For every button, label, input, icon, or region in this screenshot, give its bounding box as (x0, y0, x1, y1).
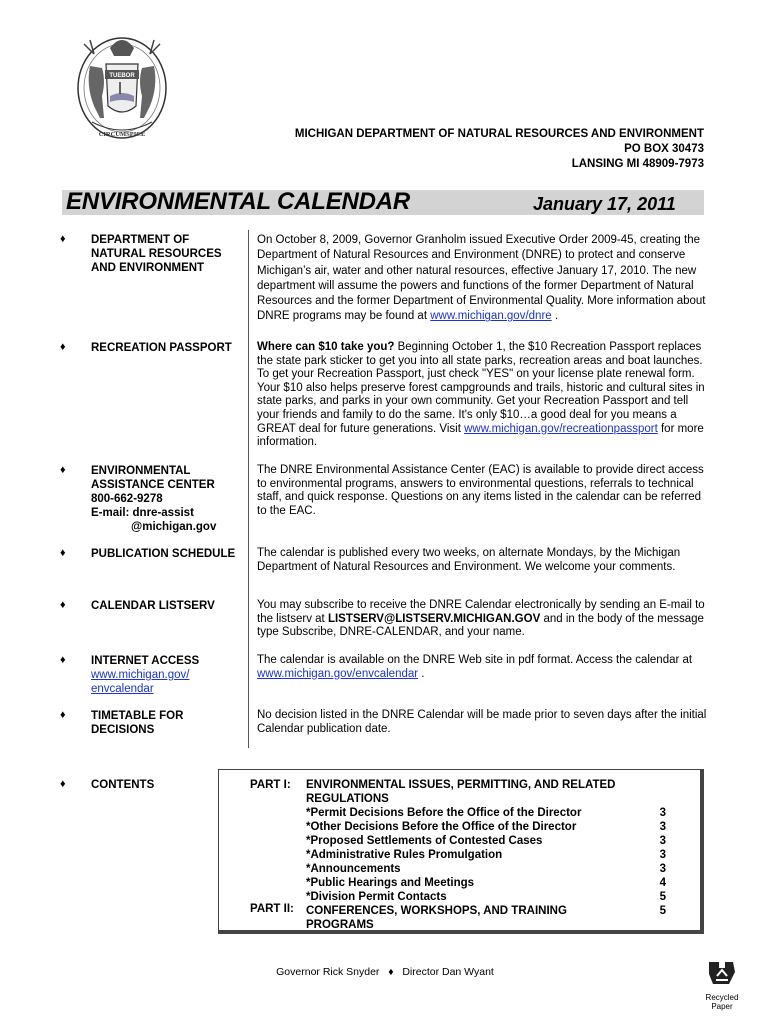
body-line: Department of Natural Resources and Environment (DNRE) to protect and conserve (257, 249, 686, 262)
body-text: . (551, 310, 559, 323)
contents-list (306, 778, 666, 932)
agency-address (210, 127, 704, 172)
label-line: TIMETABLE FOR (91, 710, 184, 722)
part-1-title: REGULATIONS (306, 793, 389, 805)
part-2-title: CONFERENCES, WORKSHOPS, AND TRAINING (306, 905, 567, 917)
body-text: DNRE programs may be found at (257, 310, 431, 323)
recycle-label: Recycled (705, 993, 739, 1002)
seal-bottom-text: CIRCUMSPICE (98, 131, 146, 138)
label-line: DECISIONS (91, 724, 155, 736)
calendar-listserv-label: CALENDAR LISTSERV (91, 600, 215, 612)
body-line: To get your Recreation Passport, just check "YES" on your license plate renewal form. (257, 368, 695, 381)
body-bold: Where can $10 take you? (257, 341, 395, 353)
part-1-label: PART I: (250, 779, 291, 791)
part-2-label: PART II: (250, 903, 294, 915)
label-line: @michigan.gov (131, 521, 217, 533)
dnre-link[interactable]: www.michigan.gov/dnre (430, 310, 552, 323)
body-line (257, 668, 707, 682)
contents-label: CONTENTS (91, 779, 155, 791)
publication-schedule-body (257, 547, 707, 574)
body-line: Your $10 also helps preserve forest campgrounds and trails, historic and cultural sites in (257, 381, 705, 394)
body-text: the listserv at (257, 612, 328, 625)
label-line: NATURAL RESOURCES (91, 248, 222, 260)
contents-item-page: 5 (659, 905, 666, 917)
body-line: information. (257, 436, 318, 449)
contents-item-page: 3 (659, 849, 666, 861)
contents-item-text: *Public Hearings and Meetings (306, 877, 475, 889)
issue-date: January 17, 2011 (533, 194, 676, 214)
contents-item[interactable] (306, 904, 666, 918)
body-line: Resources and the former Department of Environmental Quality. More information about (257, 295, 706, 308)
eac-label (91, 464, 216, 534)
body-text: . (418, 667, 425, 680)
body-line: Department of Natural Resources and Environment. We welcome your comments. (257, 560, 676, 573)
agency-name: MICHIGAN DEPARTMENT OF NATURAL RESOURCES AND ENVIRONMENT (294, 128, 704, 140)
eac-body (257, 464, 707, 518)
contents-item[interactable] (306, 890, 666, 904)
contents-item-page: 3 (659, 835, 666, 847)
michigan-state-seal-icon (72, 26, 172, 144)
contents-item-text: *Administrative Rules Promulgation (306, 849, 503, 861)
label-line: E-mail: dnre-assist (91, 507, 194, 519)
footer-separator: ♦ (388, 966, 394, 978)
listserv-address: LISTSERV@LISTSERV.MICHIGAN.GOV (327, 612, 541, 625)
contents-item-text: *Proposed Settlements of Contested Cases (306, 835, 543, 847)
body-line: type Subscribe, DNRE-CALENDAR, and your name. (257, 626, 525, 639)
contents-item[interactable] (306, 806, 666, 820)
timetable-label (91, 709, 183, 737)
label-line: ENVIRONMENTAL (91, 465, 191, 477)
internet-access-label (91, 654, 199, 696)
publication-schedule-label: PUBLICATION SCHEDULE (91, 548, 236, 560)
body-line: the state park sticker to get you into all state parks, recreation areas and boat launches. (257, 354, 703, 367)
internet-access-body (257, 654, 707, 681)
contents-item-page: 3 (659, 821, 666, 833)
recycle-icon (705, 958, 739, 988)
body-line: state parks, and parks in your own community. Get your Recreation Passport and tell (257, 395, 689, 408)
dnre-label (91, 233, 222, 275)
body-line: your friends and family to do the same. It's only $10…a good deal for you means a (257, 408, 677, 421)
contents-item-page: 3 (659, 807, 666, 819)
contents-item[interactable] (306, 876, 666, 890)
recycled-paper-badge (702, 958, 742, 1011)
bullet-icon: ♦ (60, 709, 66, 721)
dnre-body (257, 233, 707, 325)
calendar-listserv-body (257, 599, 707, 640)
body-line (257, 309, 707, 324)
body-line: The DNRE Environmental Assistance Center (EAC) is available to provide direct access (257, 464, 704, 476)
bullet-icon: ♦ (60, 547, 66, 559)
bullet-icon: ♦ (60, 341, 66, 353)
contents-item-page: 4 (659, 877, 666, 889)
contents-item-text: *Permit Decisions Before the Office of the Director (306, 807, 582, 819)
bullet-icon: ♦ (60, 654, 66, 666)
body-line: department will assume the powers and functions of the former Department of Natural (257, 279, 694, 292)
label-line: INTERNET ACCESS (91, 655, 200, 667)
body-line: to environmental programs, answers to environmental questions, referrals to technical (257, 477, 694, 490)
timetable-body (257, 709, 707, 736)
recycle-label: Paper (711, 1002, 733, 1011)
body-line: You may subscribe to receive the DNRE Calendar electronically by sending an E-mail to (257, 599, 705, 611)
body-line: The calendar is published every two weeks, on alternate Mondays, by the Michigan (257, 547, 681, 559)
contents-item-page: 3 (659, 863, 666, 875)
body-text: and in the body of the message (540, 612, 704, 625)
body-line: The calendar is available on the DNRE Web site in pdf format. Access the calendar at (257, 654, 693, 666)
agency-city: LANSING MI 48909-7973 (571, 158, 704, 170)
body-line: staff, and quick response. Questions on any items listed in the calendar can be referred (257, 491, 702, 504)
label-line: AND ENVIRONMENT (91, 262, 205, 274)
bullet-icon: ♦ (60, 464, 66, 476)
body-line: Michigan’s air, water and other natural resources, effective January 17, 2010. The new (257, 264, 697, 277)
contents-item[interactable] (306, 834, 666, 848)
seal-banner-text: TUEBOR (109, 73, 135, 79)
body-line (257, 423, 707, 437)
contents-item[interactable] (306, 848, 666, 862)
envcalendar-link[interactable]: www.michigan.gov/envcalendar (257, 667, 419, 680)
recreation-passport-label: RECREATION PASSPORT (91, 342, 232, 354)
contents-item-text: *Division Permit Contacts (306, 891, 447, 903)
recreation-passport-link[interactable]: www.michigan.gov/recreationpassport (464, 422, 658, 435)
footer-director: Director Dan Wyant (402, 966, 494, 978)
contents-item-page: 5 (659, 891, 666, 903)
bullet-icon: ♦ (60, 778, 66, 790)
contents-item-text: *Other Decisions Before the Office of the Director (306, 821, 577, 833)
body-line: Calendar publication date. (257, 722, 391, 735)
agency-pobox: PO BOX 30473 (624, 143, 704, 155)
recreation-passport-body (257, 341, 707, 450)
body-line: No decision listed in the DNRE Calendar will be made prior to seven days after the initial (257, 709, 707, 721)
footer (0, 966, 770, 978)
bullet-icon: ♦ (60, 599, 66, 611)
internet-access-link-1[interactable]: www.michigan.gov/ (91, 669, 190, 681)
body-text: Beginning October 1, the $10 Recreation Passport replaces (394, 341, 702, 353)
body-line: On October 8, 2009, Governor Granholm issued Executive Order 2009-45, creating the (257, 234, 700, 246)
internet-access-link-2[interactable]: envcalendar (91, 683, 154, 695)
body-line (257, 613, 707, 627)
label-line: DEPARTMENT OF (91, 234, 190, 246)
body-line: to the EAC. (257, 504, 316, 517)
column-divider (248, 230, 249, 748)
body-text: GREAT deal for future generations. Visit (257, 422, 465, 435)
part-2-title: PROGRAMS (306, 919, 374, 931)
bullet-icon: ♦ (60, 233, 66, 245)
contents-item[interactable] (306, 820, 666, 834)
page-title: ENVIRONMENTAL CALENDAR (66, 188, 411, 215)
contents-item-text: *Announcements (306, 863, 401, 875)
label-line: ASSISTANCE CENTER (91, 479, 215, 491)
part-1-title: ENVIRONMENTAL ISSUES, PERMITTING, AND RELATED (306, 779, 616, 791)
contents-item[interactable] (306, 862, 666, 876)
body-text: for more (657, 422, 704, 435)
body-line (257, 341, 707, 355)
label-line: 800-662-9278 (91, 493, 163, 505)
footer-governor: Governor Rick Snyder (276, 966, 380, 978)
